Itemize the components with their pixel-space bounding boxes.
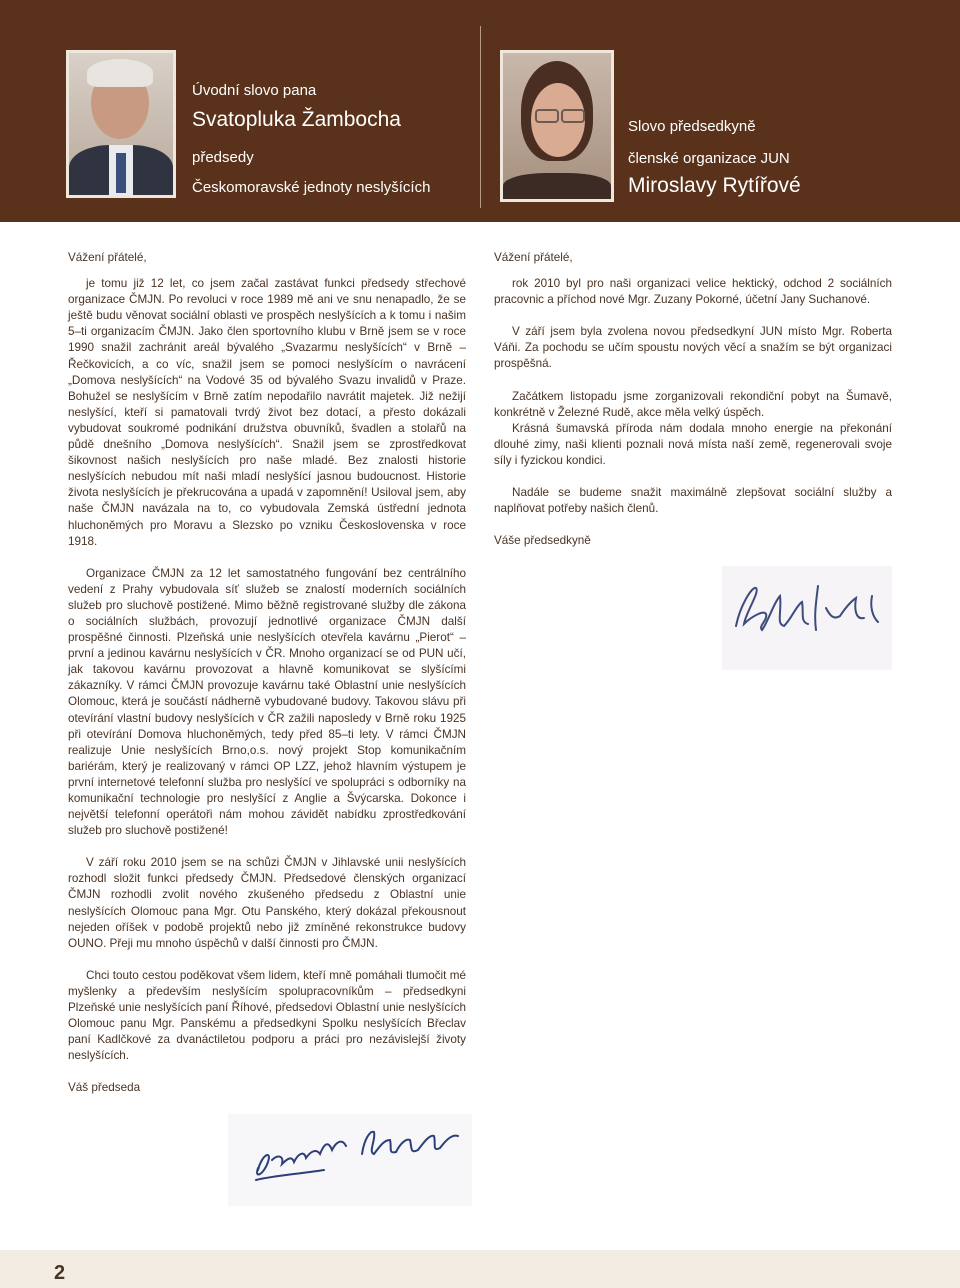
right-column bbox=[494, 250, 892, 549]
right-header-line2: členské organizace JUN bbox=[628, 150, 790, 167]
page-number: 2 bbox=[54, 1262, 66, 1284]
left-header-line1: Úvodní slovo pana bbox=[192, 82, 317, 99]
header-divider bbox=[480, 26, 481, 208]
left-header-name: Svatopluka Žambocha bbox=[192, 108, 401, 131]
left-header-line3: předsedy bbox=[192, 149, 254, 166]
signature-rytirova bbox=[722, 566, 892, 670]
header-band bbox=[0, 0, 960, 222]
right-closing: Váše předsedkyně bbox=[494, 534, 591, 548]
right-greeting: Vážení přátelé, bbox=[494, 251, 573, 264]
right-paragraph-2: V září jsem byla zvolena novou předsedkyní JUN místo Mgr. Roberta Váňi. Za pochodu se učím spoustu nových věcí a snažím se být organizaci prospěšná. bbox=[494, 325, 892, 371]
left-paragraph-1: je tomu již 12 let, co jsem začal zastávat funkci předsedy střechové organizace ČMJN. Po revoluci v roce 1989 mě ani ve snu nenapadlo, že se ještě budu věnovat sociální oblasti ve prospěch neslyšících a k tomu i našim 5–ti organizacím ČMJN. Jako člen sportovního klubu v Brně jsem se v roce 1990 snažil zachránit areál bývalého „Svazarmu neslyšících“ v Brně – Řečkovicích, a co víc, snažil jsem se pomoci neslyšícím o navrácení „Domova neslyšících“ na Vodové 35 od bývalého Svazu invalidů v Praze. Bohužel se neslyšícím v Brně zatím nepodařilo navrátit majetek. Již nežijí neslyšící, kteří si pamatovali tvrdý život bez dotací, a přesto dokázali vybudovat soukromé podnikání družstva obuvníků, švadlen a stolařů na půdě dnešního „Domova neslyšících“. Snažil jsem se zprostředkovat šikovnost našich neslyšících pro naše mladé. Bez znalosti historie neslyšících nebudou mít naši mladí neslyšící jasnou budoucnost. Historie života neslyšících je překrucována a upadá v zapomnění! Usiloval jsem, aby naše ČMJN navázala na to, co vybudovala Zemská ústřední jednota hluchoněmých pro Moravu a Slezsko po vzniku Československa v roce 1918. bbox=[68, 277, 466, 548]
left-paragraph-3: V září roku 2010 jsem se na schůzi ČMJN v Jihlavské unii neslyšících rozhodl složit funkci předsedy ČMJN. Předsedové členských organizací ČMJN rozhodli zvolit nového zkušeného předsedu z Oblastní unie neslyšících Olomouc pana Mgr. Otu Panského, který dokázal překousnout nejeden oříšek v podobě projektů nebo již zmíněné rekonstrukce budovy OUNO. Přeji mu mnoho úspěchů v další činnosti pro ČMJN. bbox=[68, 856, 466, 950]
right-paragraph-4: Krásná šumavská příroda nám dodala mnoho energie na překonání dlouhé zimy, naši klienti poznali nová místa naší země, regenerovali svoje síly i fyzickou kondici. bbox=[494, 421, 892, 467]
portrait-photo-rytirova bbox=[500, 50, 614, 202]
left-greeting: Vážení přátelé, bbox=[68, 251, 147, 264]
left-paragraph-2: Organizace ČMJN za 12 let samostatného fungování bez centrálního vedení z Prahy vybudovala síť služeb se znalostí moderních sociálních služeb pro sluchově postižené. Mimo běžně registrované služby dle zákona o sociálních službách, provozují jednotlivé organizace ČMJN další prospěšné činnosti. Plzeňská unie neslyšících otevřela kavárnu „Pierot“ – první a jedinou kavárnu neslyšících v ČR. Mnoho organizací se od PUN učí, jak takovou kavárnu provozovat a hlavně komunikovat se slyšícími zákazníky. V rámci ČMJN provozuje kavárnu také Oblastní unie neslyšících Olomouc, která je součástí nádherně vybudované budovy. Takovou slávu při otevírání vlastní budovy neslyšících v ČR zažili naposledy v Brně roku 1925 při otevírání Domova hluchoněmých, tedy před 85–ti lety. V rámci ČMJN realizuje Unie neslyšících Brno,o.s. nový projekt Stop komunikačním bariérám, který je realizovaný v rámci OP LZZ, jehož hlavním výstupem je první internetové telefonní služba pro neslyšící ve spolupráci s odborníky na komunikační technologie pro neslyšící z Anglie a Švýcarska. Dokonce i největší telefonní operátoři nám mohou závidět nabídku zprostředkování služeb pro sluchově postižené! bbox=[68, 566, 466, 838]
portrait-photo-zamboch bbox=[66, 50, 176, 198]
right-paragraph-3: Začátkem listopadu jsme zorganizovali rekondiční pobyt na Šumavě, konkrétně v Železné Rudě, akce měla velký úspěch. bbox=[494, 389, 892, 419]
footer-band bbox=[0, 1250, 960, 1288]
signature-zamboch bbox=[228, 1114, 472, 1206]
right-header-line1: Slovo předsedkyně bbox=[628, 118, 756, 135]
right-header-name: Miroslavy Rytířové bbox=[628, 174, 801, 197]
left-paragraph-4: Chci touto cestou poděkovat všem lidem, kteří mně pomáhali tlumočit mé myšlenky a především neslyšícím spolupracovníkům – předsedkyni Plzeňské unie neslyšících paní Říhové, předsedovi Oblastní unie neslyšících Olomouc panu Mgr. Panskému a předsedkyni Spolku neslyšících Břeclav paní Kadlčkové za dvanáctiletou podporu a práci pro nezávislejší životy neslyšících. bbox=[68, 968, 466, 1063]
right-paragraph-1: rok 2010 byl pro naši organizaci velice hektický, odchod 2 sociálních pracovnic a příchod nové Mgr. Zuzany Pokorné, účetní Jany Suchanové. bbox=[494, 277, 892, 307]
left-header-line4: Českomoravské jednoty neslyšících bbox=[192, 179, 431, 196]
left-column bbox=[68, 250, 466, 1097]
right-paragraph-5: Nadále se budeme snažit maximálně zlepšovat sociální služby a naplňovat potřeby našich členů. bbox=[494, 486, 892, 516]
left-closing: Váš předseda bbox=[68, 1081, 141, 1095]
